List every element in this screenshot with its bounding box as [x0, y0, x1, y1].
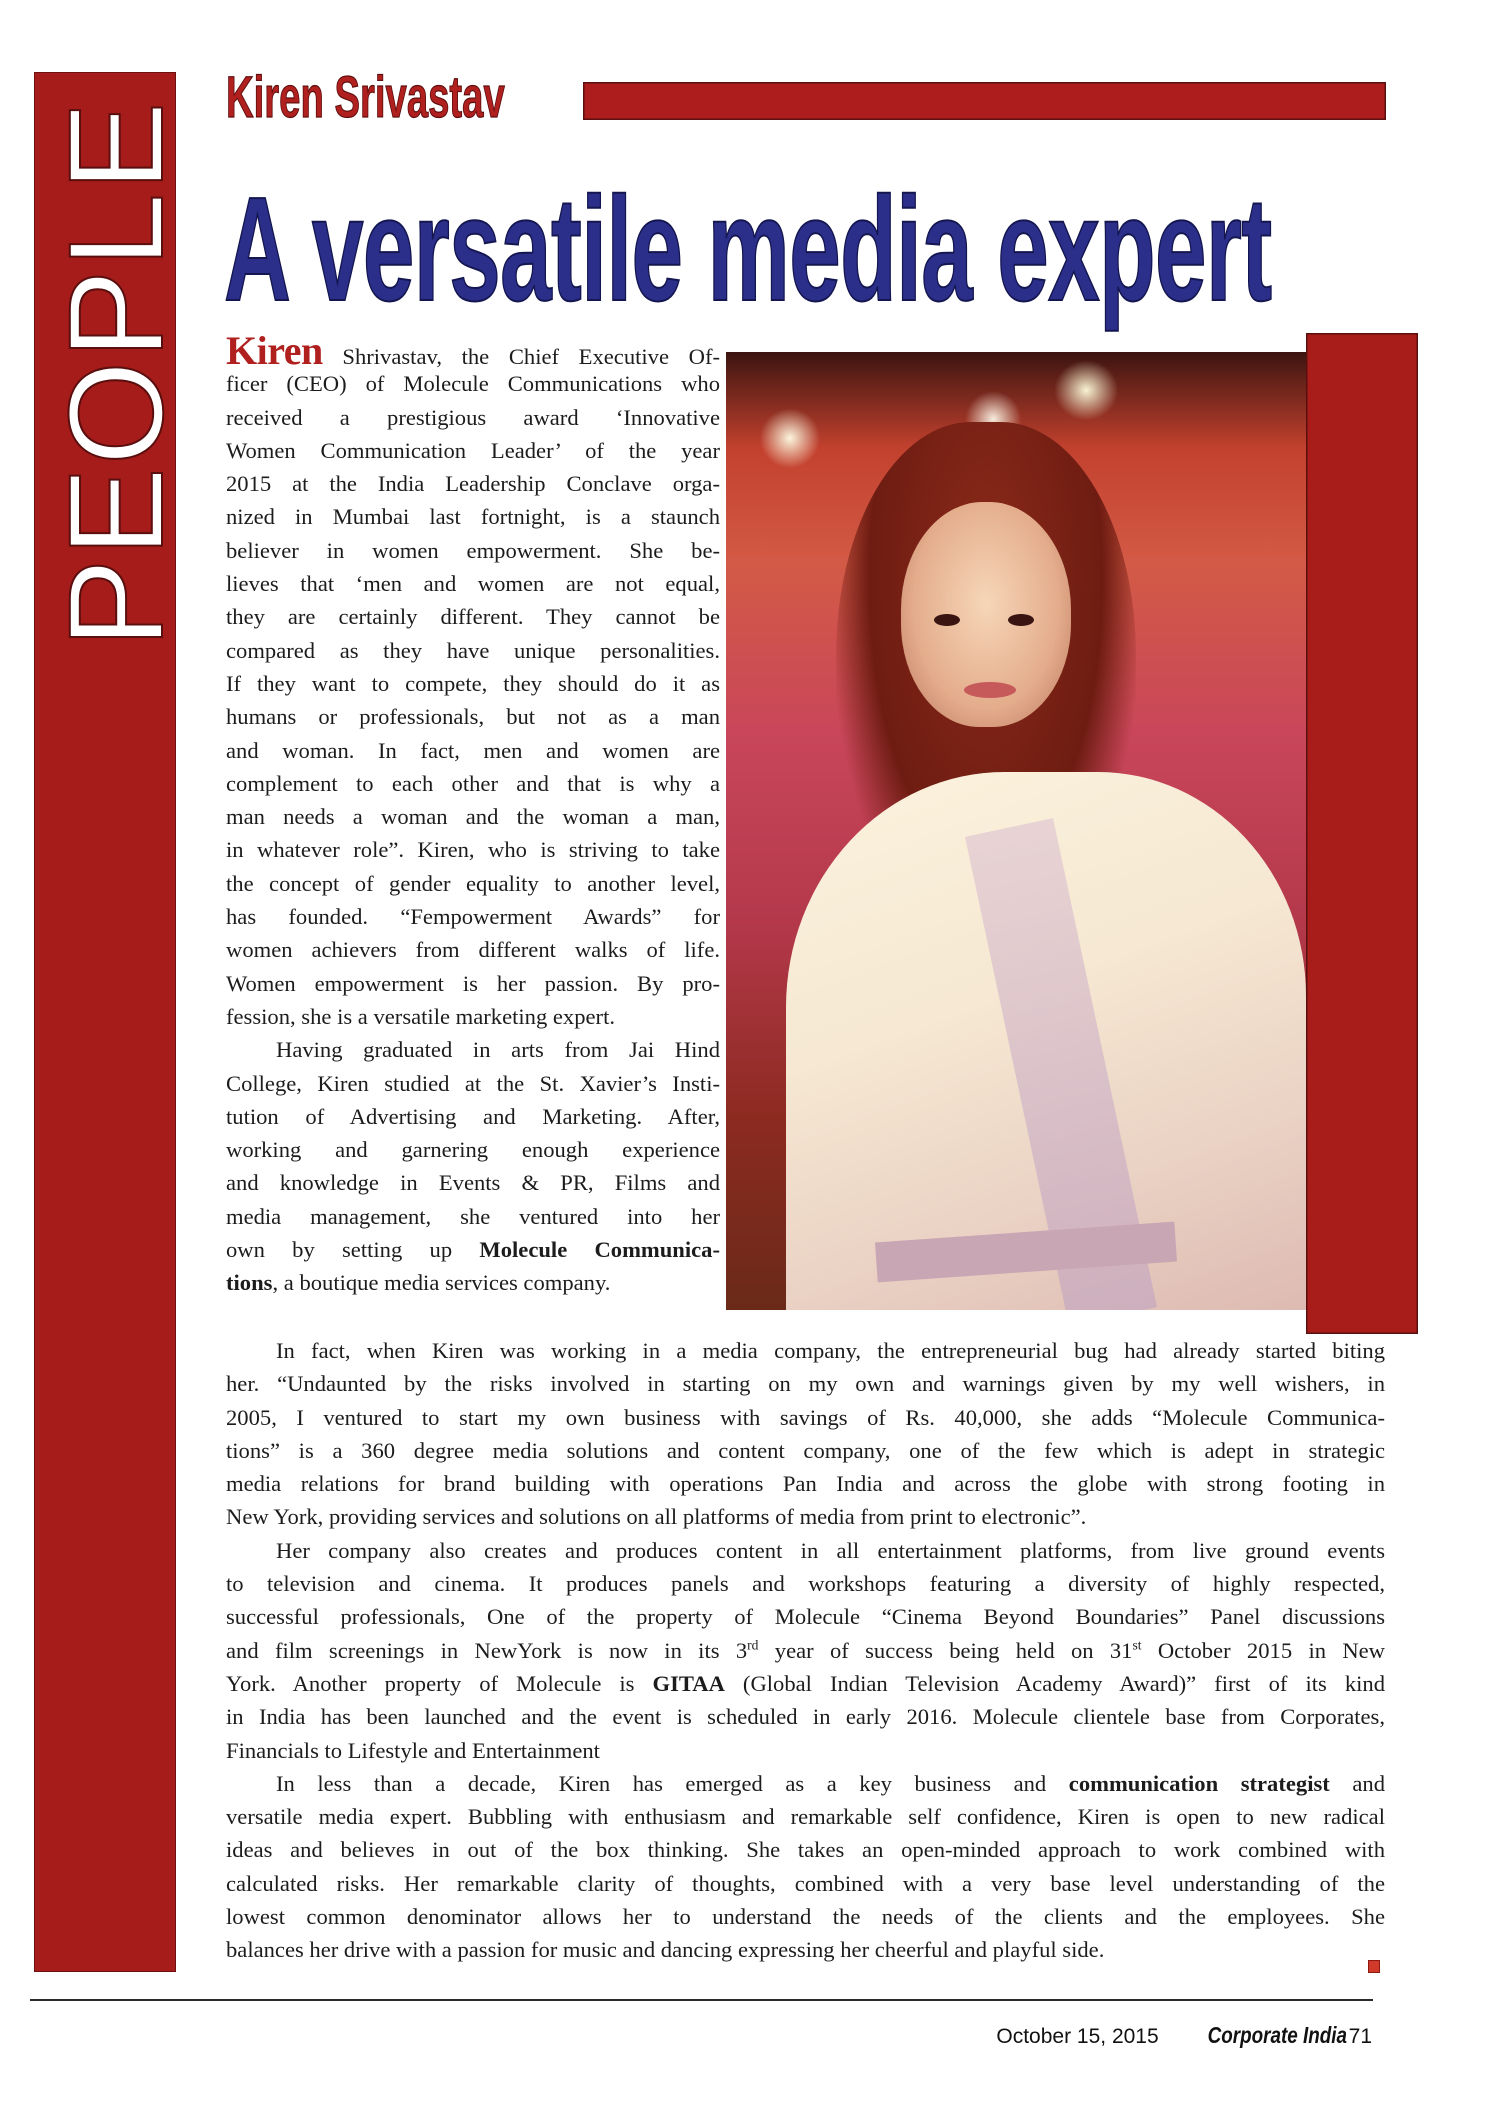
company-name-bold: Molecule Communica- [479, 1237, 720, 1263]
text-line: Women empowerment is her passion. By pro- [226, 970, 720, 996]
photo-eye [1008, 614, 1034, 626]
text-line: they are certainly different. They cannot be [226, 604, 720, 630]
footer-rule [30, 1999, 1373, 2001]
text-line: received a prestigious award ‘Innovative [226, 404, 720, 430]
text-line: versatile media expert. Bubbling with enthusiasm and remarkable self confidence, Kiren is open to new radical [226, 1804, 1385, 1830]
end-of-article-square-icon [1368, 1960, 1380, 1973]
page-title: A versatile media expert [224, 167, 1272, 332]
strategist-bold: communication strategist [1068, 1770, 1330, 1796]
drop-cap-word: Kiren [226, 328, 323, 373]
page-number: 71 [1348, 2025, 1372, 2048]
text-line: ideas and believes in out of the box thinking. She takes an open-minded approach to work combined with [226, 1837, 1385, 1863]
text-line: York. Another property of Molecule is GITAA (Global Indian Television Academy Award)” first of its kind [226, 1670, 1385, 1696]
text-line: to television and cinema. It produces panels and workshops featuring a diversity of highly respected, [226, 1571, 1385, 1597]
text-line: successful professionals, One of the property of Molecule “Cinema Beyond Boundaries” Panel discussions [226, 1604, 1385, 1630]
text-line: New York, providing services and solutions on all platforms of media from print to electronic”. [226, 1504, 1087, 1530]
photo-eye [934, 614, 960, 626]
text-line: lieves that ‘men and women are not equal, [226, 571, 720, 597]
gitaa-bold: GITAA [652, 1670, 725, 1696]
issue-date: October 15, 2015 [996, 2025, 1159, 2048]
text-line: the concept of gender equality to another level, [226, 870, 720, 896]
text-line: media relations for brand building with operations Pan India and across the globe with strong footing in [226, 1471, 1385, 1497]
text-line: tution of Advertising and Marketing. After, [226, 1103, 720, 1129]
text-line: balances her drive with a passion for music and dancing expressing her cheerful and playful side. [226, 1937, 1105, 1963]
photo-lips [964, 682, 1016, 698]
text-line: believer in women empowerment. She be- [226, 537, 720, 563]
text-line: fession, she is a versatile marketing expert. [226, 1003, 615, 1029]
text-line: complement to each other and that is why a [226, 770, 720, 796]
text-line: in whatever role”. Kiren, who is striving to take [226, 837, 720, 863]
text-line: in India has been launched and the event is scheduled in early 2016. Molecule clientele base from Corporates, [226, 1704, 1385, 1730]
text-line: has founded. “Fempowerment Awards” for [226, 904, 720, 930]
text-line: Financials to Lifestyle and Entertainment [226, 1737, 600, 1763]
text-line: ficer (CEO) of Molecule Communications who [226, 371, 720, 397]
text-line: In less than a decade, Kiren has emerged as a key business and communication strategist and [276, 1770, 1385, 1796]
text-line: and knowledge in Events & PR, Films and [226, 1170, 720, 1196]
text-line: lowest common denominator allows her to understand the needs of the clients and the employees. She [226, 1904, 1385, 1930]
text-line: compared as they have unique personalities. [226, 637, 720, 663]
text-line: tions, a boutique media services company. [226, 1270, 611, 1296]
text-line: man needs a woman and the woman a man, [226, 804, 720, 830]
text-line: own by setting up Molecule Communica- [226, 1237, 720, 1263]
text-line: 2005, I ventured to start my own business with savings of Rs. 40,000, she adds “Molecule Communica- [226, 1404, 1385, 1430]
portrait-photo [726, 352, 1307, 1310]
author-name: Kiren Srivastav [226, 65, 505, 130]
text-line: Kiren Shrivastav, the Chief Executive Of- [226, 328, 720, 373]
text-line: In fact, when Kiren was working in a media company, the entrepreneurial bug had already started biting [276, 1338, 1385, 1363]
photo-accent-block [1306, 333, 1418, 1334]
author-rule-bar [583, 82, 1386, 120]
text-line: Having graduated in arts from Jai Hind [276, 1037, 720, 1063]
text-line: Women Communication Leader’ of the year [226, 437, 720, 463]
text-line: humans or professionals, but not as a man [226, 704, 720, 730]
page-footer [996, 2020, 1372, 2050]
intro-column [226, 328, 720, 1300]
text-line: nized in Mumbai last fortnight, is a staunch [226, 504, 720, 530]
text-line: media management, she ventured into her [226, 1203, 720, 1229]
text-line: 2015 at the India Leadership Conclave orga- [226, 471, 720, 497]
text-line: calculated risks. Her remarkable clarity of thoughts, combined with a very base level understanding of the [226, 1870, 1385, 1896]
publication-name: Corporate India [1207, 2022, 1347, 2048]
text-line: College, Kiren studied at the St. Xavier’s Insti- [226, 1070, 720, 1096]
section-label: PEOPLE [42, 99, 191, 648]
text-line: and film screenings in NewYork is now in its 3rd year of success being held on 31st October 2015 in New [226, 1637, 1386, 1663]
text-line: women achievers from different walks of life. [226, 937, 720, 963]
text-line: tions” is a 360 degree media solutions and content company, one of the few which is adept in strategic [226, 1437, 1385, 1463]
text-line: her. “Undaunted by the risks involved in starting on my own and warnings given by my well wishers, in [226, 1371, 1385, 1397]
text-line: and woman. In fact, men and women are [226, 737, 720, 763]
text-line: Her company also creates and produces content in all entertainment platforms, from live ground events [276, 1537, 1385, 1563]
text-line: working and garnering enough experience [226, 1137, 720, 1163]
full-width-body [226, 1334, 1385, 1967]
text-line: If they want to compete, they should do it as [226, 670, 720, 696]
